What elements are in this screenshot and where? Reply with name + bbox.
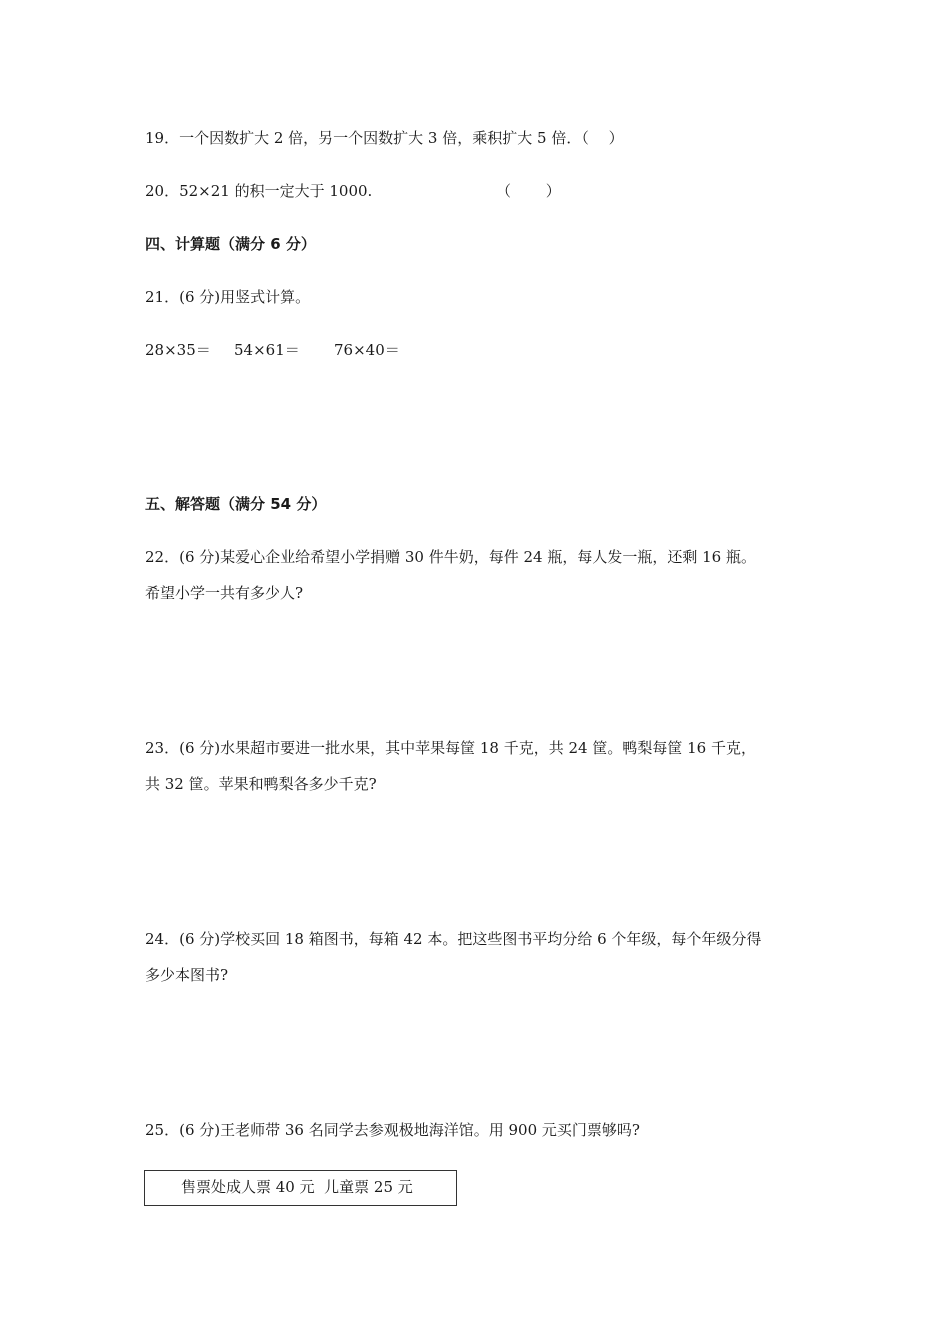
section-5-heading: 五、解答题（满分 54 分） (145, 495, 327, 513)
question-19-text: 19．一个因数扩大 2 倍，另一个因数扩大 3 倍，乘积扩大 5 倍．（ ） (145, 129, 624, 147)
calc-item-3: 76×40＝ (334, 341, 400, 359)
question-20-text: 20．52×21 的积一定大于 1000. (145, 182, 373, 200)
question-25-text: 25．(6 分)王老师带 36 名同学去参观极地海洋馆。用 900 元买门票够吗? (145, 1121, 640, 1139)
question-22-line-2: 希望小学一共有多少人? (145, 584, 304, 602)
question-23-line-1: 23．(6 分)水果超市要进一批水果，其中苹果每筐 18 千克，共 24 筐。鸭梨每筐 16 千克， (145, 739, 756, 757)
question-22-line-1: 22．(6 分)某爱心企业给希望小学捐赠 30 件牛奶，每件 24 瓶，每人发一瓶，还剩 16 瓶。 (145, 548, 756, 566)
calc-item-2: 54×61＝ (234, 341, 300, 359)
calc-item-1: 28×35＝ (145, 341, 211, 359)
answer-parentheses: （ ） (496, 182, 561, 200)
section-4-heading: 四、计算题（满分 6 分） (145, 235, 316, 253)
ticket-price-box: 售票处成人票 40 元 儿童票 25 元 (144, 1170, 457, 1206)
question-24-line-1: 24．(6 分)学校买回 18 箱图书，每箱 42 本。把这些图书平均分给 6 个年级，每个年级分得 (145, 930, 762, 948)
question-21-text: 21．(6 分)用竖式计算。 (145, 288, 311, 306)
question-24-line-2: 多少本图书? (145, 966, 229, 984)
question-23-line-2: 共 32 筐。苹果和鸭梨各多少千克? (145, 775, 377, 793)
